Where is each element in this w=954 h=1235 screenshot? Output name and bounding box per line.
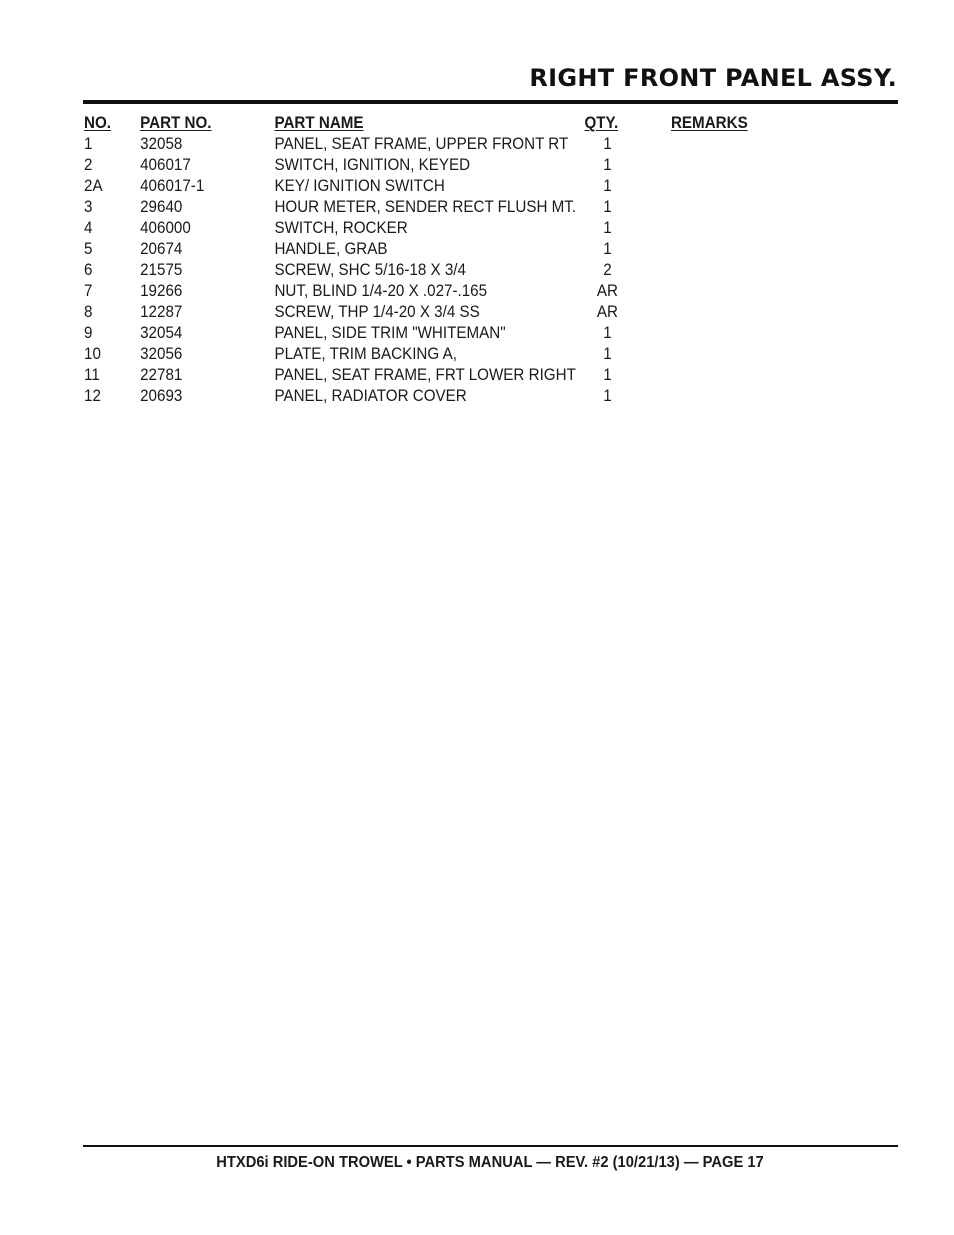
cell-no: 12 xyxy=(84,387,101,405)
cell-no: 5 xyxy=(84,240,93,258)
cell-qty: 1 xyxy=(603,324,612,342)
table-row xyxy=(84,134,728,155)
cell-part-name: KEY/ IGNITION SWITCH xyxy=(274,177,445,195)
table-row xyxy=(84,344,728,365)
cell-part-name: HANDLE, GRAB xyxy=(274,240,388,258)
cell-part-name: SWITCH, ROCKER xyxy=(274,219,408,237)
cell-part-no: 22781 xyxy=(140,366,183,384)
cell-qty: 1 xyxy=(603,135,612,153)
cell-part-no: 19266 xyxy=(140,282,183,300)
cell-qty: 1 xyxy=(603,198,612,216)
cell-no: 8 xyxy=(84,303,93,321)
table-row xyxy=(84,302,728,323)
header-qty: QTY. xyxy=(584,114,619,132)
cell-part-name: HOUR METER, SENDER RECT FLUSH MT. xyxy=(274,198,577,216)
cell-no: 6 xyxy=(84,261,93,279)
cell-part-name: PLATE, TRIM BACKING A, xyxy=(274,345,457,363)
cell-qty: 1 xyxy=(603,219,612,237)
table-row xyxy=(84,323,728,344)
cell-qty: AR xyxy=(596,303,619,321)
cell-part-name: PANEL, RADIATOR COVER xyxy=(274,387,467,405)
cell-part-no: 29640 xyxy=(140,198,183,216)
cell-no: 11 xyxy=(84,366,100,384)
header-part-name: PART NAME xyxy=(274,114,364,132)
table-row xyxy=(84,365,728,386)
table-row xyxy=(84,281,728,302)
page-footer: HTXD6i RIDE-ON TROWEL • PARTS MANUAL — REV. #2 (10/21/13) — PAGE 17 xyxy=(216,1154,764,1171)
table-header-row xyxy=(84,113,748,134)
cell-part-name: SWITCH, IGNITION, KEYED xyxy=(274,156,471,174)
cell-no: 9 xyxy=(84,324,93,342)
parts-table xyxy=(84,113,784,407)
cell-no: 10 xyxy=(84,345,101,363)
table-row xyxy=(84,386,728,407)
footer-divider xyxy=(83,1145,898,1147)
cell-no: 3 xyxy=(84,198,93,216)
cell-part-no: 21575 xyxy=(140,261,183,279)
cell-part-name: SCREW, THP 1/4-20 X 3/4 SS xyxy=(274,303,480,321)
table-row xyxy=(84,155,728,176)
table-row xyxy=(84,260,728,281)
table-row xyxy=(84,176,728,197)
cell-part-name: PANEL, SEAT FRAME, FRT LOWER RIGHT xyxy=(274,366,576,384)
cell-part-name: NUT, BLIND 1/4-20 X .027-.165 xyxy=(274,282,488,300)
cell-part-name: PANEL, SIDE TRIM "WHITEMAN" xyxy=(274,324,506,342)
cell-part-no: 20674 xyxy=(140,240,183,258)
header-no: NO. xyxy=(84,114,111,132)
header-part-no: PART NO. xyxy=(140,114,212,132)
cell-part-name: PANEL, SEAT FRAME, UPPER FRONT RT xyxy=(274,135,569,153)
table-row xyxy=(84,218,728,239)
cell-no: 2A xyxy=(84,177,103,195)
cell-part-no: 32056 xyxy=(140,345,183,363)
cell-no: 2 xyxy=(84,156,93,174)
cell-qty: 2 xyxy=(603,261,612,279)
cell-qty: AR xyxy=(596,282,619,300)
cell-part-no: 32058 xyxy=(140,135,183,153)
cell-qty: 1 xyxy=(603,156,612,174)
cell-part-no: 406017 xyxy=(140,156,191,174)
cell-no: 7 xyxy=(84,282,93,300)
cell-qty: 1 xyxy=(603,345,612,363)
table-row xyxy=(84,239,728,260)
cell-qty: 1 xyxy=(603,240,612,258)
page-title: RIGHT FRONT PANEL ASSY. xyxy=(529,64,897,92)
cell-qty: 1 xyxy=(603,366,612,384)
cell-part-no: 32054 xyxy=(140,324,183,342)
cell-part-no: 406000 xyxy=(140,219,191,237)
cell-no: 1 xyxy=(84,135,93,153)
cell-qty: 1 xyxy=(603,177,612,195)
cell-qty: 1 xyxy=(603,387,612,405)
cell-part-no: 12287 xyxy=(140,303,183,321)
cell-part-no: 406017-1 xyxy=(140,177,205,195)
cell-no: 4 xyxy=(84,219,93,237)
header-remarks: REMARKS xyxy=(670,114,748,132)
title-divider xyxy=(83,100,898,104)
table-row xyxy=(84,197,728,218)
cell-part-no: 20693 xyxy=(140,387,183,405)
cell-part-name: SCREW, SHC 5/16-18 X 3/4 xyxy=(274,261,466,279)
